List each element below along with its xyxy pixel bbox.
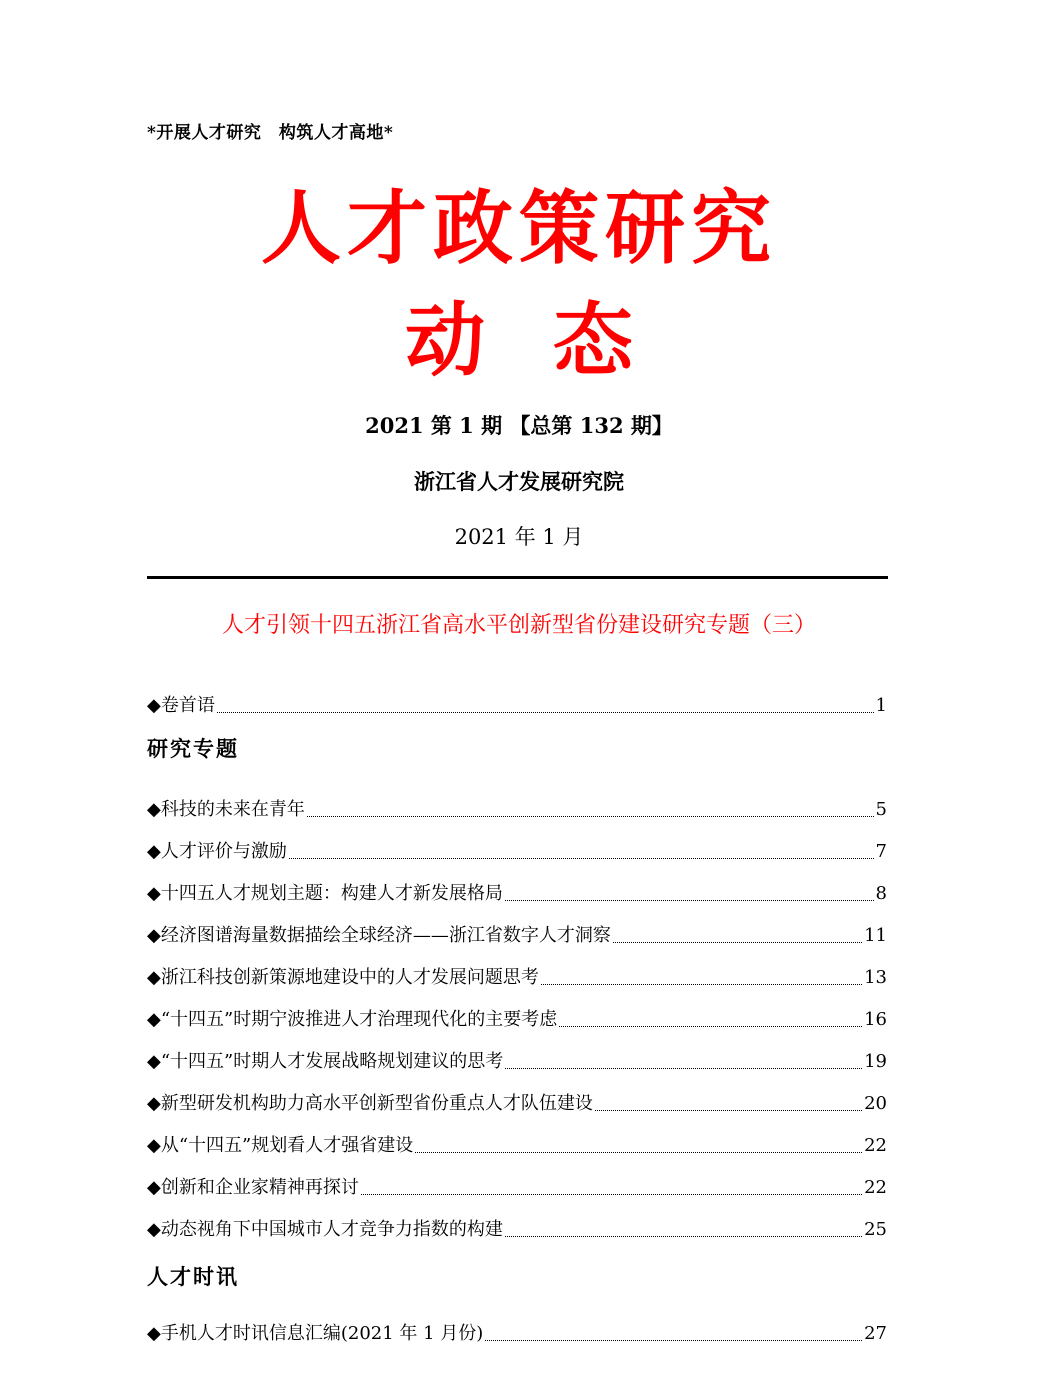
divider	[147, 576, 888, 579]
issue-number: 2021 第 1 期 【总第 132 期】	[365, 413, 673, 438]
section-heading: 人才时讯	[147, 1264, 239, 1289]
toc-entry-page: 25	[864, 1219, 887, 1240]
section-heading-news	[147, 1262, 887, 1292]
toc-leader	[289, 857, 874, 859]
toc-entry-page: 7	[875, 841, 887, 862]
toc-section-news	[147, 1304, 887, 1346]
toc-entry-label: ◆卷首语	[147, 695, 215, 716]
toc-entry[interactable]	[147, 822, 887, 864]
toc-entry[interactable]	[147, 1158, 887, 1200]
toc-entry-label: ◆创新和企业家精神再探讨	[147, 1177, 359, 1198]
toc-entry-page: 16	[864, 1009, 887, 1030]
toc-entry-label: ◆“十四五”时期宁波推进人才治理现代化的主要考虑	[147, 1009, 558, 1030]
slogan: *开展人才研究 构筑人才高地*	[147, 123, 394, 143]
toc-entry-page: 5	[875, 799, 887, 820]
toc-entry[interactable]	[147, 906, 887, 948]
toc-leader	[505, 899, 874, 901]
toc-entry-page: 13	[864, 967, 887, 988]
toc-entry[interactable]	[147, 1304, 887, 1346]
toc-entry-label: ◆浙江科技创新策源地建设中的人才发展问题思考	[147, 967, 539, 988]
toc-entry[interactable]	[147, 780, 887, 822]
toc-entry-label: ◆人才评价与激励	[147, 841, 287, 862]
toc-entry-label: ◆科技的未来在青年	[147, 799, 305, 820]
publisher: 浙江省人才发展研究院	[414, 469, 624, 494]
topic-title: 人才引领十四五浙江省高水平创新型省份建设研究专题（三）	[221, 613, 816, 638]
toc-leader	[613, 941, 862, 943]
toc-entry[interactable]	[147, 1032, 887, 1074]
toc-leader	[217, 711, 874, 713]
toc-entry[interactable]	[147, 676, 887, 718]
section-heading-research	[147, 734, 887, 764]
toc-entry-label: ◆新型研发机构助力高水平创新型省份重点人才队伍建设	[147, 1093, 593, 1114]
toc-entry-label: ◆手机人才时讯信息汇编(2021 年 1 月份)	[147, 1323, 484, 1344]
toc-entry[interactable]	[147, 1074, 887, 1116]
toc-entry-page: 1	[875, 695, 887, 716]
toc-leader	[505, 1235, 862, 1237]
toc-entry-label: ◆从“十四五”规划看人才强省建设	[147, 1135, 414, 1156]
toc-entry-page: 27	[864, 1323, 887, 1344]
toc-leader	[485, 1339, 862, 1341]
journal-title: 人才政策研究	[261, 181, 777, 275]
toc-entry[interactable]	[147, 864, 887, 906]
toc-entry-label: ◆十四五人才规划主题：构建人才新发展格局	[147, 883, 503, 904]
toc-entry-page: 11	[864, 925, 887, 946]
toc-preface	[147, 676, 887, 718]
toc-leader	[505, 1067, 862, 1069]
toc-entry-label: ◆经济图谱海量数据描绘全球经济——浙江省数字人才洞察	[147, 925, 611, 946]
section-heading: 研究专题	[147, 736, 239, 761]
toc-leader	[307, 815, 874, 817]
toc-entry[interactable]	[147, 990, 887, 1032]
toc-entry-page: 8	[875, 883, 887, 904]
toc-entry-page: 22	[864, 1135, 887, 1156]
journal-title-line2: 动 态	[405, 293, 633, 387]
toc-entry-page: 22	[864, 1177, 887, 1198]
toc-entry[interactable]	[147, 1200, 887, 1242]
toc-entry-page: 20	[864, 1093, 887, 1114]
toc-section-research	[147, 780, 887, 1242]
toc-entry-label: ◆动态视角下中国城市人才竞争力指数的构建	[147, 1219, 503, 1240]
publication-date: 2021 年 1 月	[454, 525, 584, 549]
toc-entry-label: ◆“十四五”时期人才发展战略规划建议的思考	[147, 1051, 504, 1072]
toc-leader	[559, 1025, 862, 1027]
toc-leader	[415, 1151, 862, 1153]
toc-leader	[361, 1193, 862, 1195]
toc-entry[interactable]	[147, 948, 887, 990]
toc-leader	[595, 1109, 862, 1111]
toc-entry-page: 19	[864, 1051, 887, 1072]
toc-leader	[541, 983, 862, 985]
toc-entry[interactable]	[147, 1116, 887, 1158]
